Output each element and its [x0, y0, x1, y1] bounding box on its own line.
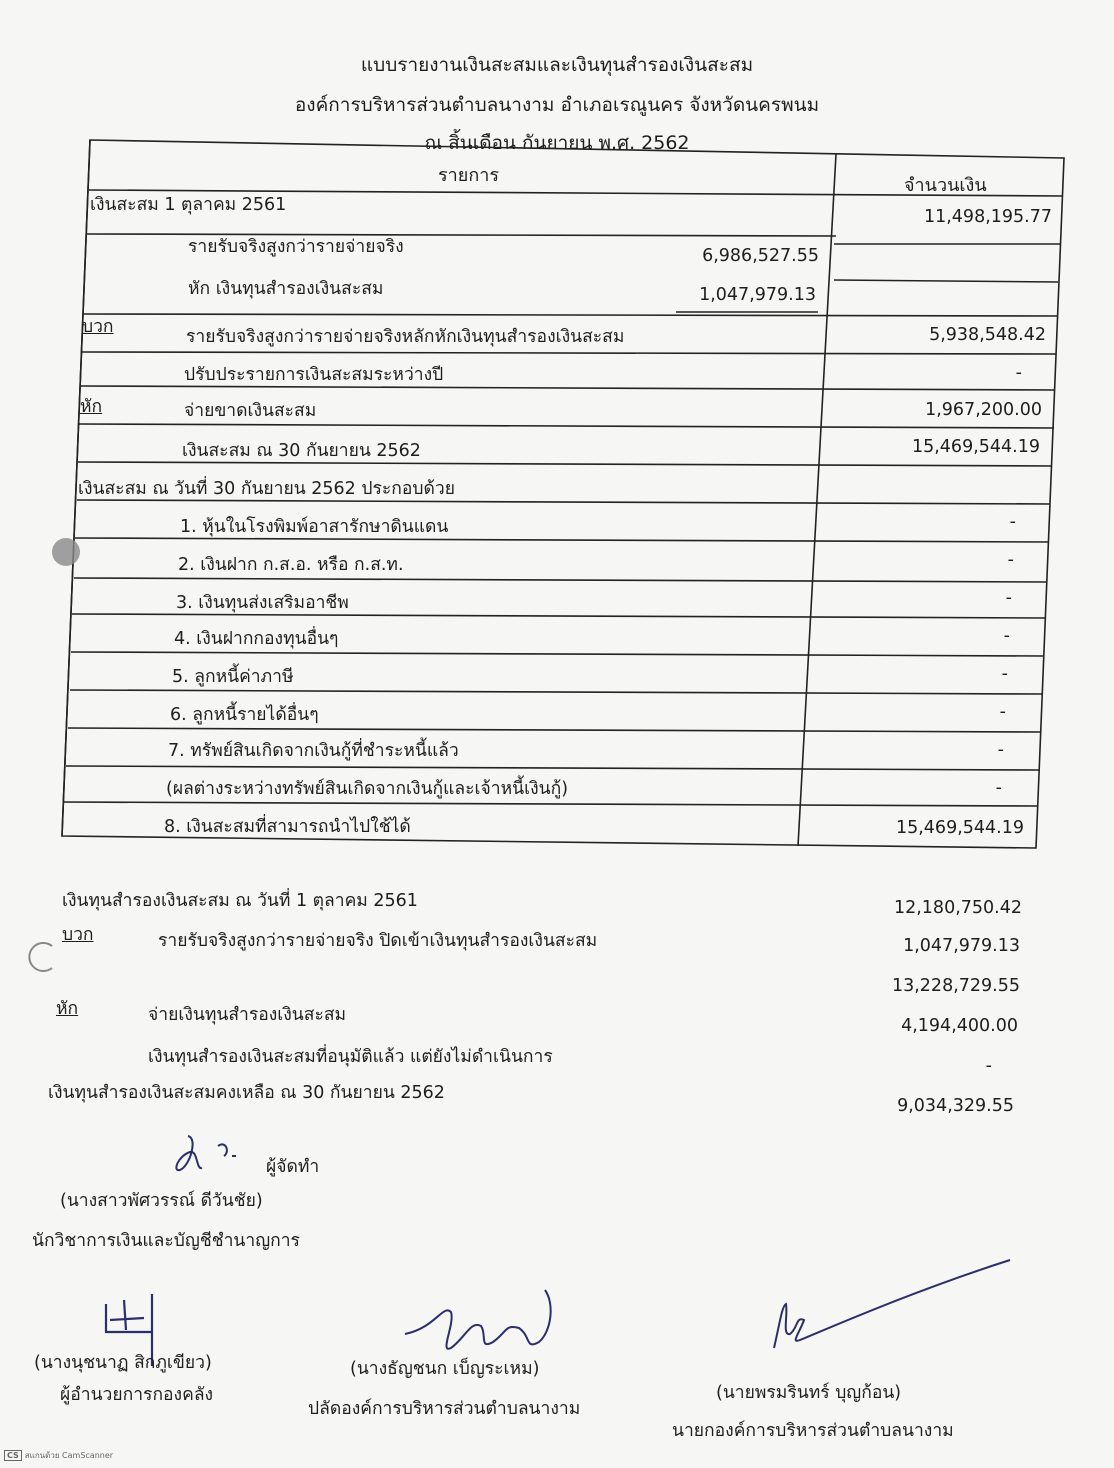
deduct-reserve-label: หัก เงินทุนสำรองเงินสะสม — [188, 279, 384, 299]
list-item: 8. เงินสะสมที่สามารถนำไปใช้ได้ — [164, 817, 411, 837]
list-item: 6. ลูกหนี้รายได้อื่นๆ — [170, 705, 319, 725]
report-title: แบบรายงานเงินสะสมและเงินทุนสำรองเงินสะสม — [360, 54, 754, 76]
camscanner-text: สแกนด้วย CamScanner — [24, 1451, 114, 1460]
plus-marker: บวก — [82, 317, 114, 337]
chief-administrator-name: (นางธัญชนก เบ็ญระเหม) — [350, 1359, 540, 1379]
reserve-minus-label: จ่ายเงินทุนสำรองเงินสะสม — [148, 1005, 347, 1025]
net-income-label: รายรับจริงสูงกว่ารายจ่ายจริงหลักหักเงินทุนสำรองเงินสะสม — [186, 327, 625, 347]
list-item: 4. เงินฝากกองทุนอื่นๆ — [174, 629, 339, 649]
list-item-value: - — [1003, 626, 1010, 646]
column-header-amount: จำนวนเงิน — [904, 175, 987, 196]
adjustment-label: ปรับประรายการเงินสะสมระหว่างปี — [184, 365, 444, 385]
reserve-minus-marker: หัก — [56, 999, 79, 1019]
mayor-name: (นายพรมรินทร์ บุญก้อน) — [716, 1383, 902, 1403]
closing-balance-label: เงินสะสม ณ 30 กันยายน 2562 — [182, 441, 421, 461]
finance-director-position: ผู้อำนวยการกองคลัง — [60, 1385, 214, 1405]
list-item: 2. เงินฝาก ก.ส.อ. หรือ ก.ส.ท. — [178, 555, 404, 575]
preparer-position: นักวิชาการเงินและบัญชีชำนาญการ — [32, 1231, 300, 1251]
withdrawal-value: 1,967,200.00 — [925, 400, 1042, 420]
mayor-signature — [760, 1252, 1020, 1372]
income-label: รายรับจริงสูงกว่ารายจ่ายจริง — [188, 237, 404, 257]
withdrawal-label: จ่ายขาดเงินสะสม — [184, 401, 317, 421]
chief-administrator-position: ปลัดองค์การบริหารส่วนตำบลนางาม — [308, 1399, 581, 1419]
reserve-plus-marker: บวก — [62, 925, 94, 945]
column-header-item: รายการ — [438, 165, 499, 186]
organization-line: องค์การบริหารส่วนตำบลนางาม อำเภอเรณูนคร จังหวัดนครพนม — [294, 94, 820, 116]
minus-marker: หัก — [80, 397, 103, 417]
composition-label: เงินสะสม ณ วันที่ 30 กันยายน 2562 ประกอบด้วย — [78, 479, 455, 499]
reserve-opening-value: 12,180,750.42 — [893, 898, 1022, 918]
list-item-value: - — [1007, 550, 1014, 570]
reserve-closing-label: เงินทุนสำรองเงินสะสมคงเหลือ ณ 30 กันยายน 2562 — [48, 1083, 445, 1103]
reserve-approved-value: - — [985, 1056, 992, 1076]
mayor-position: นายกองค์การบริหารส่วนตำบลนางาม — [672, 1421, 954, 1441]
camscanner-badge: CS — [4, 1450, 22, 1461]
reserve-opening-label: เงินทุนสำรองเงินสะสม ณ วันที่ 1 ตุลาคม 2561 — [62, 891, 418, 911]
income-value: 6,986,527.55 — [702, 246, 819, 266]
preparer-name: (นางสาวพัศวรรณ์ ดีวันชัย) — [60, 1191, 263, 1211]
period-line: ณ สิ้นเดือน กันยายน พ.ศ. 2562 — [424, 132, 690, 154]
list-item: 5. ลูกหนี้ค่าภาษี — [172, 667, 294, 687]
punch-hole — [22, 938, 62, 974]
list-item-value: - — [1001, 664, 1008, 684]
list-item: 7. ทรัพย์สินเกิดจากเงินกู้ที่ชำระหนี้แล้ว — [168, 741, 459, 761]
closing-balance-value: 15,469,544.19 — [911, 437, 1040, 457]
adjustment-value: - — [1015, 363, 1022, 383]
list-item-value: - — [1005, 588, 1012, 608]
opening-balance-value: 11,498,195.77 — [923, 207, 1052, 227]
reserve-plus-value: 1,047,979.13 — [903, 936, 1020, 956]
list-item-value: 15,469,544.19 — [895, 818, 1024, 838]
list-item-value: - — [999, 702, 1006, 722]
preparer-role: ผู้จัดทำ — [266, 1157, 320, 1177]
reserve-subtotal-value: 13,228,729.55 — [891, 976, 1020, 996]
list-item: 1. หุ้นในโรงพิมพ์อาสารักษาดินแดน — [180, 517, 449, 537]
reserve-plus-label: รายรับจริงสูงกว่ารายจ่ายจริง ปิดเข้าเงินทุนสำรองเงินสะสม — [158, 931, 598, 951]
list-item-value: - — [997, 740, 1004, 760]
reserve-closing-value: 9,034,329.55 — [897, 1096, 1014, 1116]
reserve-minus-value: 4,194,400.00 — [901, 1016, 1018, 1036]
list-item: (ผลต่างระหว่างทรัพย์สินเกิดจากเงินกู้และเจ้าหนี้เงินกู้) — [166, 779, 569, 799]
finance-director-name: (นางนุชนาฏ สิกภูเขียว) — [34, 1353, 212, 1373]
list-item: 3. เงินทุนส่งเสริมอาชีพ — [176, 593, 349, 613]
preparer-signature — [168, 1126, 258, 1178]
net-income-value: 5,938,548.42 — [929, 325, 1046, 345]
camscanner-watermark — [4, 1449, 113, 1462]
reserve-approved-label: เงินทุนสำรองเงินสะสมที่อนุมัติแล้ว แต่ยังไม่ดำเนินการ — [148, 1047, 553, 1067]
list-item-value: - — [1009, 512, 1016, 532]
list-item-value: - — [995, 778, 1002, 798]
opening-balance-label: เงินสะสม 1 ตุลาคม 2561 — [90, 195, 287, 215]
deduct-reserve-value: 1,047,979.13 — [699, 285, 816, 305]
